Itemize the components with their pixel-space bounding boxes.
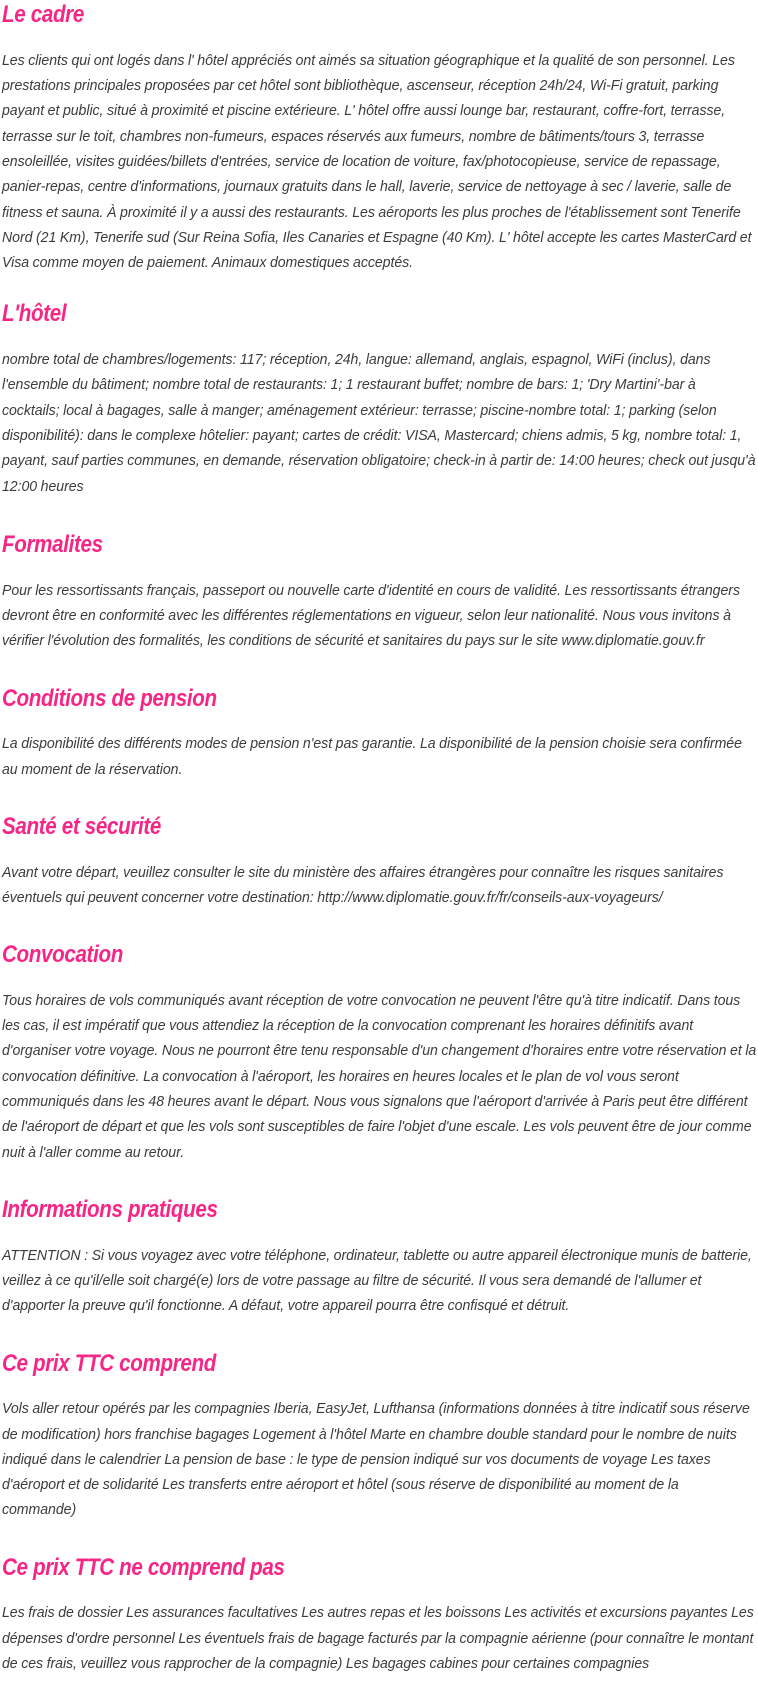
section-convocation (2, 910, 756, 1165)
section-body-informations-pratiques: ATTENTION : Si vous voyagez avec votre téléphone, ordinateur, tablette ou autre appareil électronique munis de batterie, veillez à ce qu'il/elle soit chargé(e) lors de votre passage au filtre de sécurité. Il vous sera demandé de l'allumer et d'apporter la preuve qu'il fonctionne. A défaut, votre appareil pourra être confisqué et détruit. (2, 1246, 752, 1315)
section-title-informations-pratiques: Informations pratiques (2, 1195, 218, 1223)
section-title-l-hotel: L'hôtel (2, 300, 67, 328)
section-body-sante-et-securite: Avant votre départ, veuillez consulter le site du ministère des affaires étrangères pour connaître les risques sanitaires éventuels qui peuvent concerner votre destination: http://www.diplomatie.gouv.fr/fr/conseils-aux-voyageurs/ (2, 863, 724, 906)
section-body-conditions-de-pension: La disponibilité des différents modes de pension n'est pas garantie. La disponibilité de la pension choisie sera confirmée au moment de la réservation. (2, 735, 742, 778)
section-body-convocation: Tous horaires de vols communiqués avant réception de votre convocation ne peuvent l'être qu'à titre indicatif. Dans tous les cas, il est impératif que vous attendiez la réception de la convocation comprenant les horaires définitifs avant d'organiser votre voyage. Nous ne pourront être tenu responsable d'un changement d'horaires entre votre réservation et la convocation définitive. La convocation à l'aéroport, les horaires en heures locales et le plan de vol vous seront communiqués dans les 48 heures avant le départ. Nous vous signalons que l'aéroport d'arrivée à Paris peut être différent de l'aéroport de départ et que les vols sont susceptibles de faire l'objet d'une escale. Les vols peuvent être de jour comme nuit à l'aller comme au retour. (2, 991, 757, 1161)
section-title-ce-prix-ttc-comprend: Ce prix TTC comprend (2, 1349, 216, 1377)
section-sante-et-securite (2, 782, 756, 910)
section-ce-prix-ttc-comprend (2, 1319, 756, 1523)
section-title-convocation: Convocation (2, 941, 123, 969)
section-conditions-de-pension (2, 654, 756, 782)
section-title-conditions-de-pension: Conditions de pension (2, 684, 217, 712)
section-ce-prix-ttc-ne-comprend-pas (2, 1523, 756, 1677)
section-body-l-hotel: nombre total de chambres/logements: 117; réception, 24h, langue: allemand, anglais, espagnol, WiFi (inclus), dans l'ensemble du bâtiment; nombre total de restaurants: 1; 1 restaurant buffet; nombre de bars: 1; 'Dry Martini'-bar à cocktails; local à bagages, salle à manger; aménagement extérieur: terrasse; piscine-nombre total: 1; parking (selon disponibilité): dans le complexe hôtelier: payant; cartes de crédit: VISA, Mastercard; chiens admis, 5 kg, nombre total: 1, payant, sauf parties communes, en demande, réservation obligatoire; check-in à partir de: 14:00 heures; check out jusqu'à 12:00 heures (2, 351, 756, 495)
section-body-ce-prix-ttc-comprend: Vols aller retour opérés par les compagnies Iberia, EasyJet, Lufthansa (informations données à titre indicatif sous réserve de modification) hors franchise bagages Logement à l'hôtel Marte en chambre double standard pour le nombre de nuits indiqué dans le calendrier La pension de base : le type de pension indiqué sur vos documents de voyage Les taxes d'aéroport et de solidarité Les transferts entre aéroport et hôtel (sous réserve de disponibilité au moment de la commande) (2, 1400, 750, 1519)
section-informations-pratiques (2, 1165, 756, 1319)
section-l-hotel (2, 275, 756, 499)
section-body-ce-prix-ttc-ne-comprend-pas: Les frais de dossier Les assurances facultatives Les autres repas et les boissons Les activités et excursions payantes Les dépenses d'ordre personnel Les éventuels frais de bagage facturés par la compagnie aérienne (pour connaître le montant de ces frais, veuillez vous rapprocher de la compagnie) Les bagages cabines pour certaines compagnies (2, 1604, 754, 1673)
section-title-ce-prix-ttc-ne-comprend-pas: Ce prix TTC ne comprend pas (2, 1553, 285, 1581)
section-body-le-cadre: Les clients qui ont logés dans l' hôtel appréciés ont aimés sa situation géographique et la qualité de son personnel. Les prestations principales proposées par cet hôtel sont bibliothèque, ascenseur, réception 24h/24, Wi-Fi gratuit, parking payant et public, situé à proximité et piscine extérieure. L' hôtel offre aussi lounge bar, restaurant, coffre-fort, terrasse, terrasse sur le toit, chambres non-fumeurs, espaces réservés aux fumeurs, nombre de bâtiments/tours 3, terrasse ensoleillée, visites guidées/billets d'entrées, service de location de voiture, fax/photocopieuse, service de repassage, panier-repas, centre d'informations, journaux gratuits dans le hall, laverie, service de nettoyage à sec / laverie, salle de fitness et sauna. À proximité il y a aussi des restaurants. Les aéroports les plus proches de l'établissement sont Tenerife Nord (21 Km), Tenerife sud (Sur Reina Sofia, Iles Canaries et Espagne (40 Km). L' hôtel accepte les cartes MasterCard et Visa comme moyen de paiement. Animaux domestiques acceptés. (2, 51, 752, 272)
section-le-cadre (2, 0, 756, 275)
section-formalites (2, 499, 756, 654)
section-title-le-cadre: Le cadre (2, 1, 84, 28)
section-title-formalites: Formalites (2, 530, 103, 558)
section-title-sante-et-securite: Santé et sécurité (2, 812, 162, 840)
section-body-formalites: Pour les ressortissants français, passeport ou nouvelle carte d'identité en cours de validité. Les ressortissants étrangers devront être en conformité avec les différentes réglementations en vigueur, selon leur nationalité. Nous vous invitons à vérifier l'évolution des formalités, les conditions de sécurité et sanitaires du pays sur le site www.diplomatie.gouv.fr (2, 581, 740, 650)
